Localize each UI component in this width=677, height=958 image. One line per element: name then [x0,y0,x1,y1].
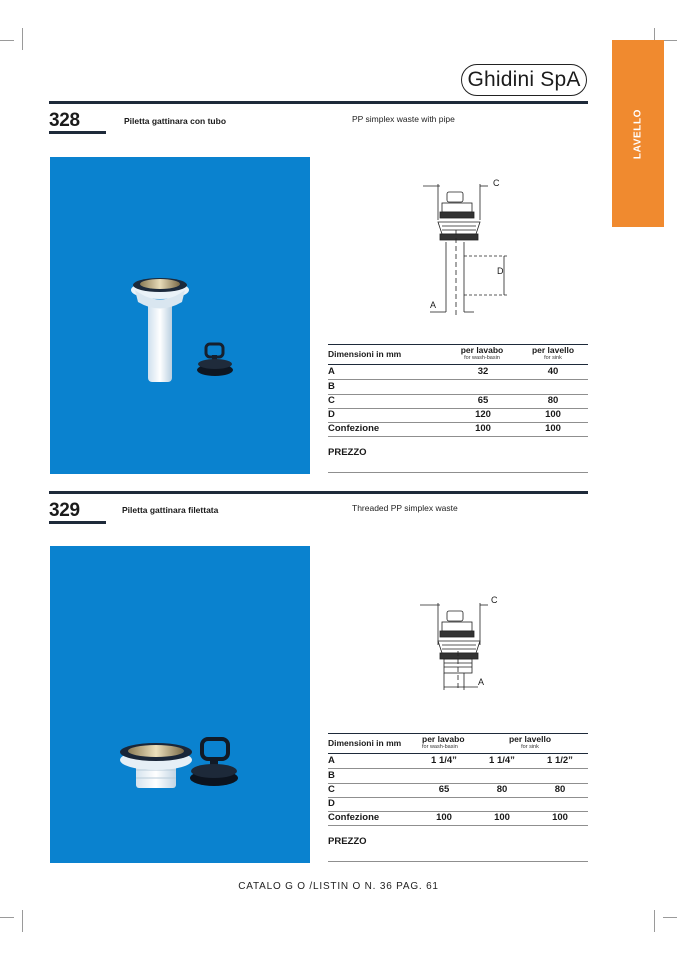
column-header-sub: for sink [544,355,562,361]
column-header-sub: for wash-basin [422,744,458,750]
table-row [328,797,588,812]
product-title-it: Piletta gattinara con tubo [124,116,227,126]
row-label: C [328,784,335,795]
row-label: A [328,366,335,377]
cell-value: 80 [554,784,566,795]
table-bottom-rule [328,861,588,862]
crop-mark [654,910,655,932]
brand-logo: Ghidini SpA [461,64,587,96]
column-header [422,735,482,751]
section-tab-label: LAVELLO [632,108,644,159]
table-row [328,365,588,380]
cell-value: 32 [477,366,489,377]
column-header-main: per lavello [531,345,575,355]
product-photo-drawing [50,157,310,474]
cell-value: 100 [475,423,491,434]
cell-value: 100 [494,812,510,823]
diagram-label-c: C [493,178,500,188]
cell-value: 1 1/4” [431,755,457,766]
column-header-main: per lavello [508,734,552,744]
table-header [328,345,588,365]
diagram-label-a: A [478,677,485,687]
crop-mark [0,917,14,918]
crop-mark [663,917,677,918]
column-header-sub: for sink [521,744,539,750]
diagram-label-a: A [430,300,437,310]
cell-value: 80 [496,784,508,795]
section-rule [49,101,588,104]
page-footer: CATALO G O /LISTIN O N. 36 PAG. 61 [238,881,439,892]
section-rule [49,491,588,494]
cell-value: 100 [436,812,452,823]
crop-mark [22,910,23,932]
cell-value: 80 [547,395,559,406]
row-label: B [328,770,335,781]
table-row [328,380,588,395]
code-underline [49,131,106,134]
crop-mark [0,40,14,41]
row-label: D [328,798,335,809]
product-code: 328 [49,110,80,131]
row-label: A [328,755,335,766]
table-bottom-rule [328,472,588,473]
row-label: Confezione [328,812,380,823]
product-title-en: PP simplex waste with pipe [352,114,455,124]
code-underline [49,521,106,524]
table-row [328,769,588,784]
product-photo [50,157,310,474]
cell-value: 100 [545,409,561,420]
cell-value: 1 1/2” [547,755,573,766]
price-label: PREZZO [328,447,367,458]
table-header-label: Dimensioni in mm [328,738,402,748]
price-label: PREZZO [328,836,367,847]
row-label: Confezione [328,423,380,434]
column-header [522,346,584,362]
product-title-en: Threaded PP simplex waste [352,503,458,513]
product-photo [50,546,310,863]
table-row [328,422,588,437]
column-header [500,735,560,751]
row-label: C [328,395,335,406]
technical-diagram [418,170,523,320]
cell-value: 1 1/4” [489,755,515,766]
cell-value: 100 [552,812,568,823]
crop-mark [663,40,677,41]
row-label: B [328,381,335,392]
diagram-label-c: C [491,595,498,605]
table-row [328,783,588,798]
table-row [328,408,588,423]
table-row [328,754,588,769]
cell-value: 65 [477,395,489,406]
crop-mark [22,28,23,50]
table-header [328,734,588,754]
spec-table-body [328,365,588,475]
cell-value: 120 [475,409,491,420]
cell-value: 40 [547,366,559,377]
cell-value: 100 [545,423,561,434]
product-code: 329 [49,500,80,521]
column-header-main: per lavabo [422,734,465,744]
column-header [452,346,512,362]
table-row [328,394,588,409]
column-header-main: per lavabo [460,345,504,355]
column-header-sub: for wash-basin [464,355,500,361]
product-photo-drawing [50,546,310,863]
technical-diagram [418,595,508,695]
table-row [328,811,588,826]
cell-value: 65 [438,784,450,795]
section-tab [612,40,664,227]
product-title-it: Piletta gattinara filettata [122,505,219,515]
diagram-label-d: D [497,266,504,276]
table-header-label: Dimensioni in mm [328,349,402,359]
row-label: D [328,409,335,420]
spec-table-body [328,754,588,864]
